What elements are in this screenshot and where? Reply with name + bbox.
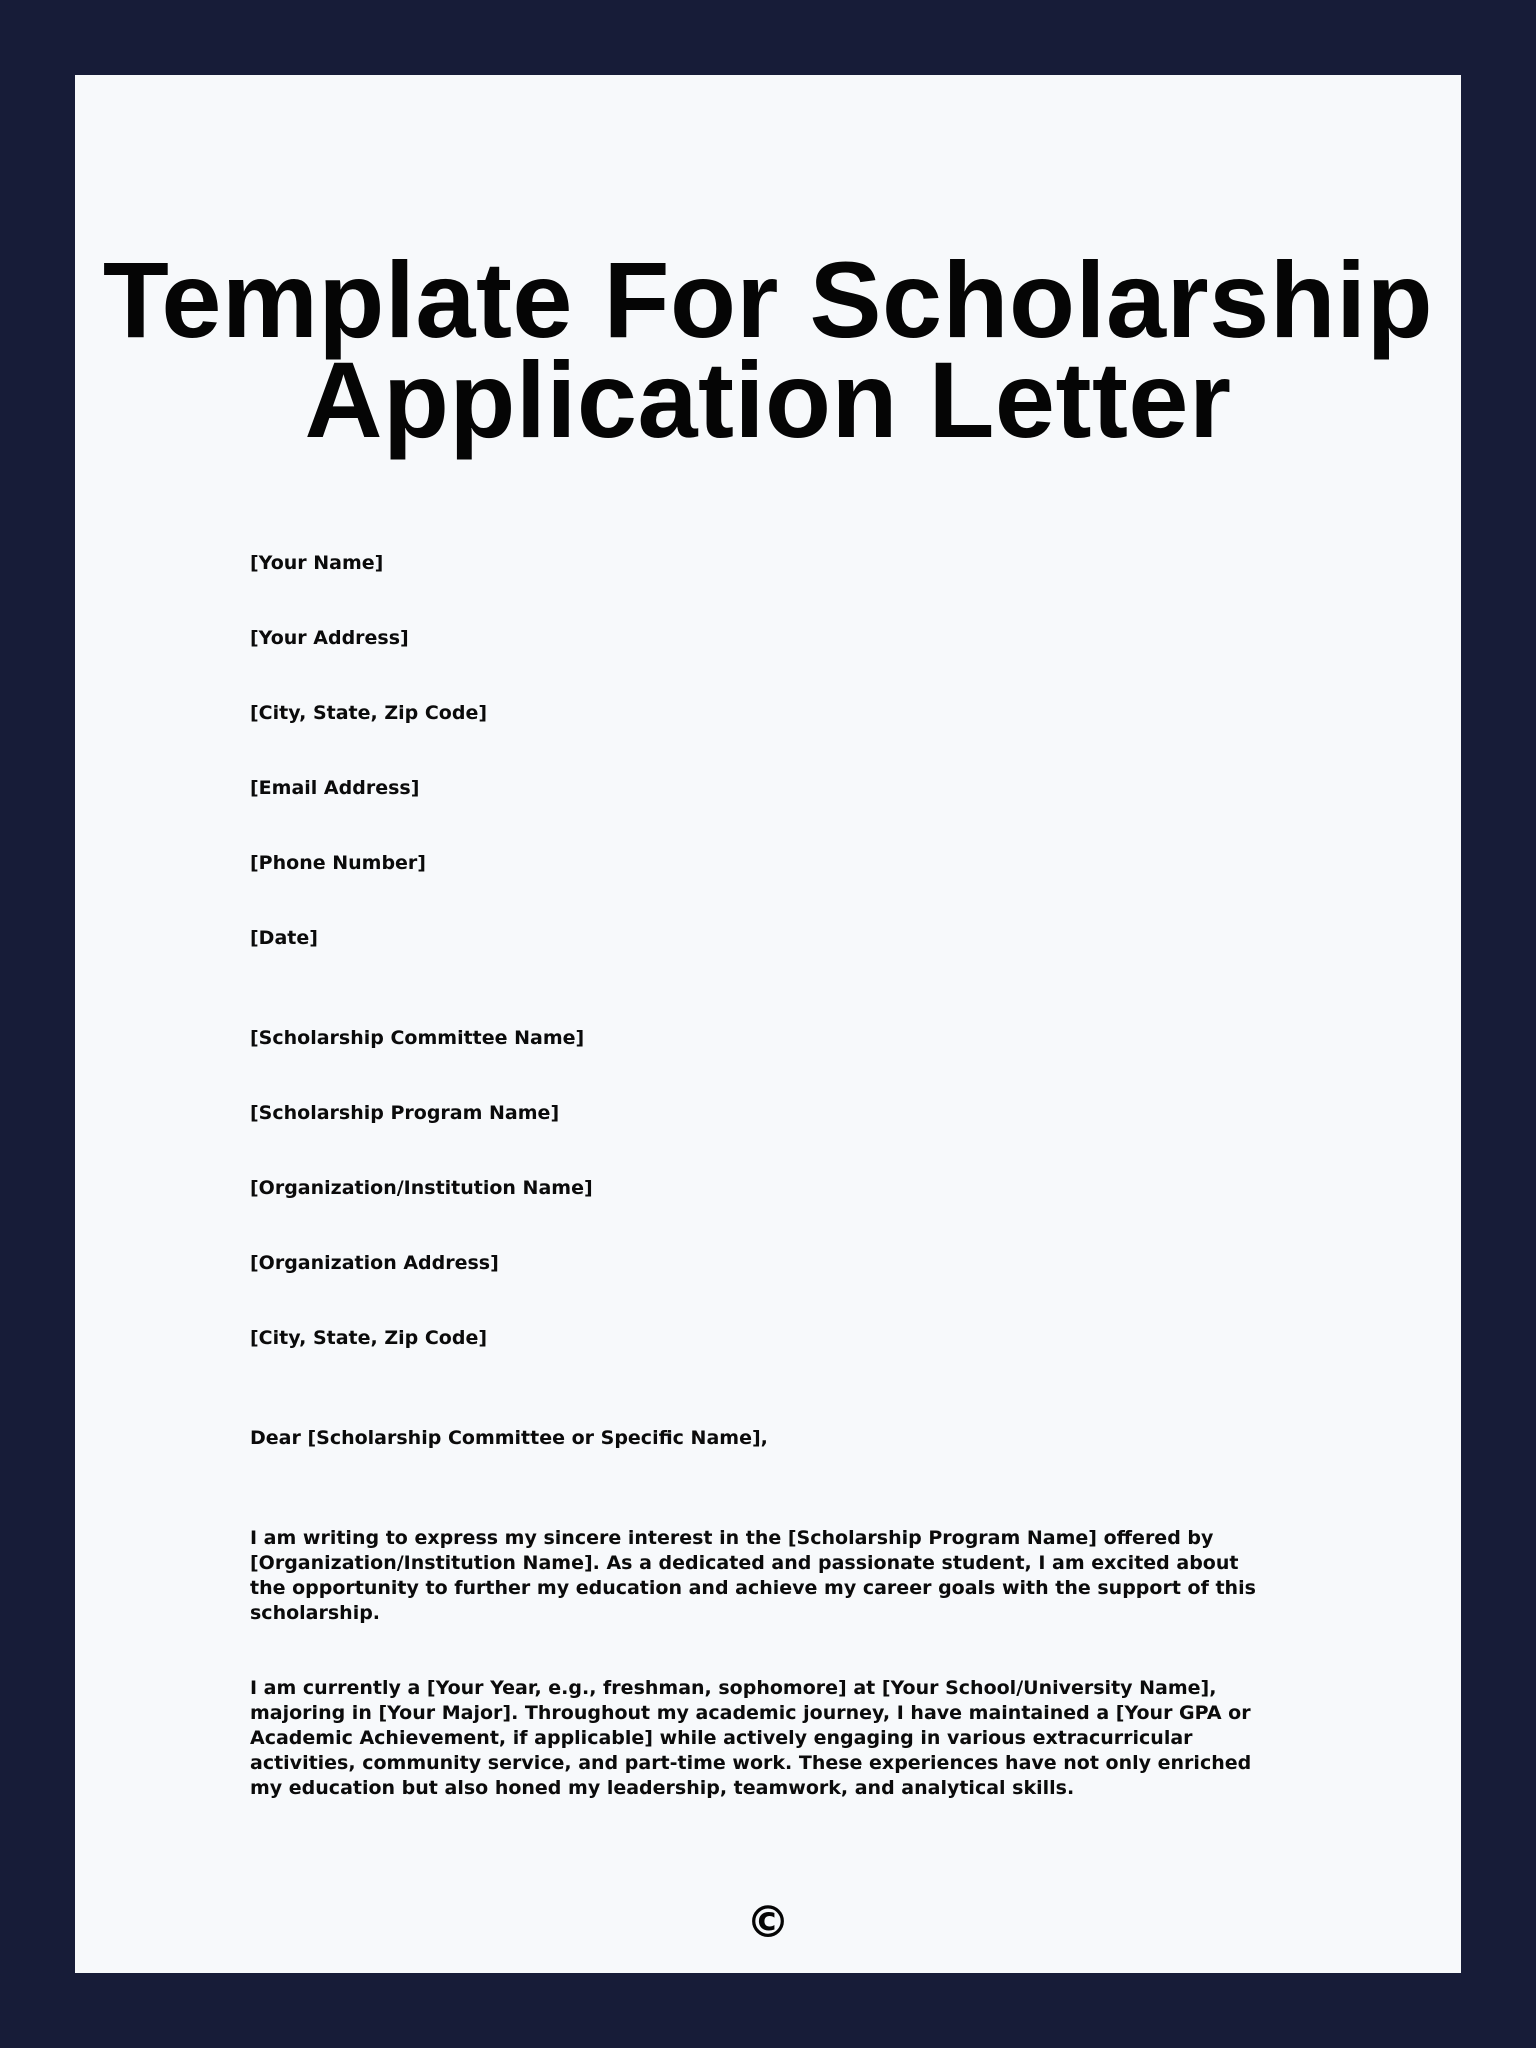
title-line-1: Template For Scholarship <box>102 239 1434 360</box>
copyright-icon: © <box>746 1897 790 1948</box>
letter-page <box>75 75 1461 1973</box>
letter-date: [Date] <box>250 927 318 949</box>
sender-email: [Email Address] <box>250 777 420 799</box>
sender-address: [Your Address] <box>250 627 409 649</box>
recipient-committee-name: [Scholarship Committee Name] <box>250 1027 585 1049</box>
page-title <box>75 239 1461 460</box>
recipient-organization-address: [Organization Address] <box>250 1252 499 1274</box>
recipient-program-name: [Scholarship Program Name] <box>250 1102 560 1124</box>
body-paragraph-1: I am writing to express my sincere interest in the [Scholarship Program Name] offered by [Organization/Institution Name]. As a dedicated and passionate student, I am excited about the opportunity to further my education and achieve my career goals with the support of this scholarship. <box>250 1527 1256 1624</box>
body-paragraph-2: I am currently a [Your Year, e.g., freshman, sophomore] at [Your School/University Name], majoring in [Your Major]. Throughout my academic journey, I have maintained a [Your GPA or Academic Achievement, if applicable] while actively engaging in various extracurricular activities, community service, and part-time work. These experiences have not only enriched my education but also honed my leadership, teamwork, and analytical skills. <box>250 1677 1252 1799</box>
sender-city-state-zip: [City, State, Zip Code] <box>250 702 488 724</box>
title-line-2: Application Letter <box>304 339 1232 460</box>
recipient-city-state-zip: [City, State, Zip Code] <box>250 1327 488 1349</box>
sender-name: [Your Name] <box>250 552 384 574</box>
sender-phone: [Phone Number] <box>250 852 426 874</box>
salutation: Dear [Scholarship Committee or Specific Name], <box>250 1427 768 1449</box>
recipient-organization: [Organization/Institution Name] <box>250 1177 593 1199</box>
